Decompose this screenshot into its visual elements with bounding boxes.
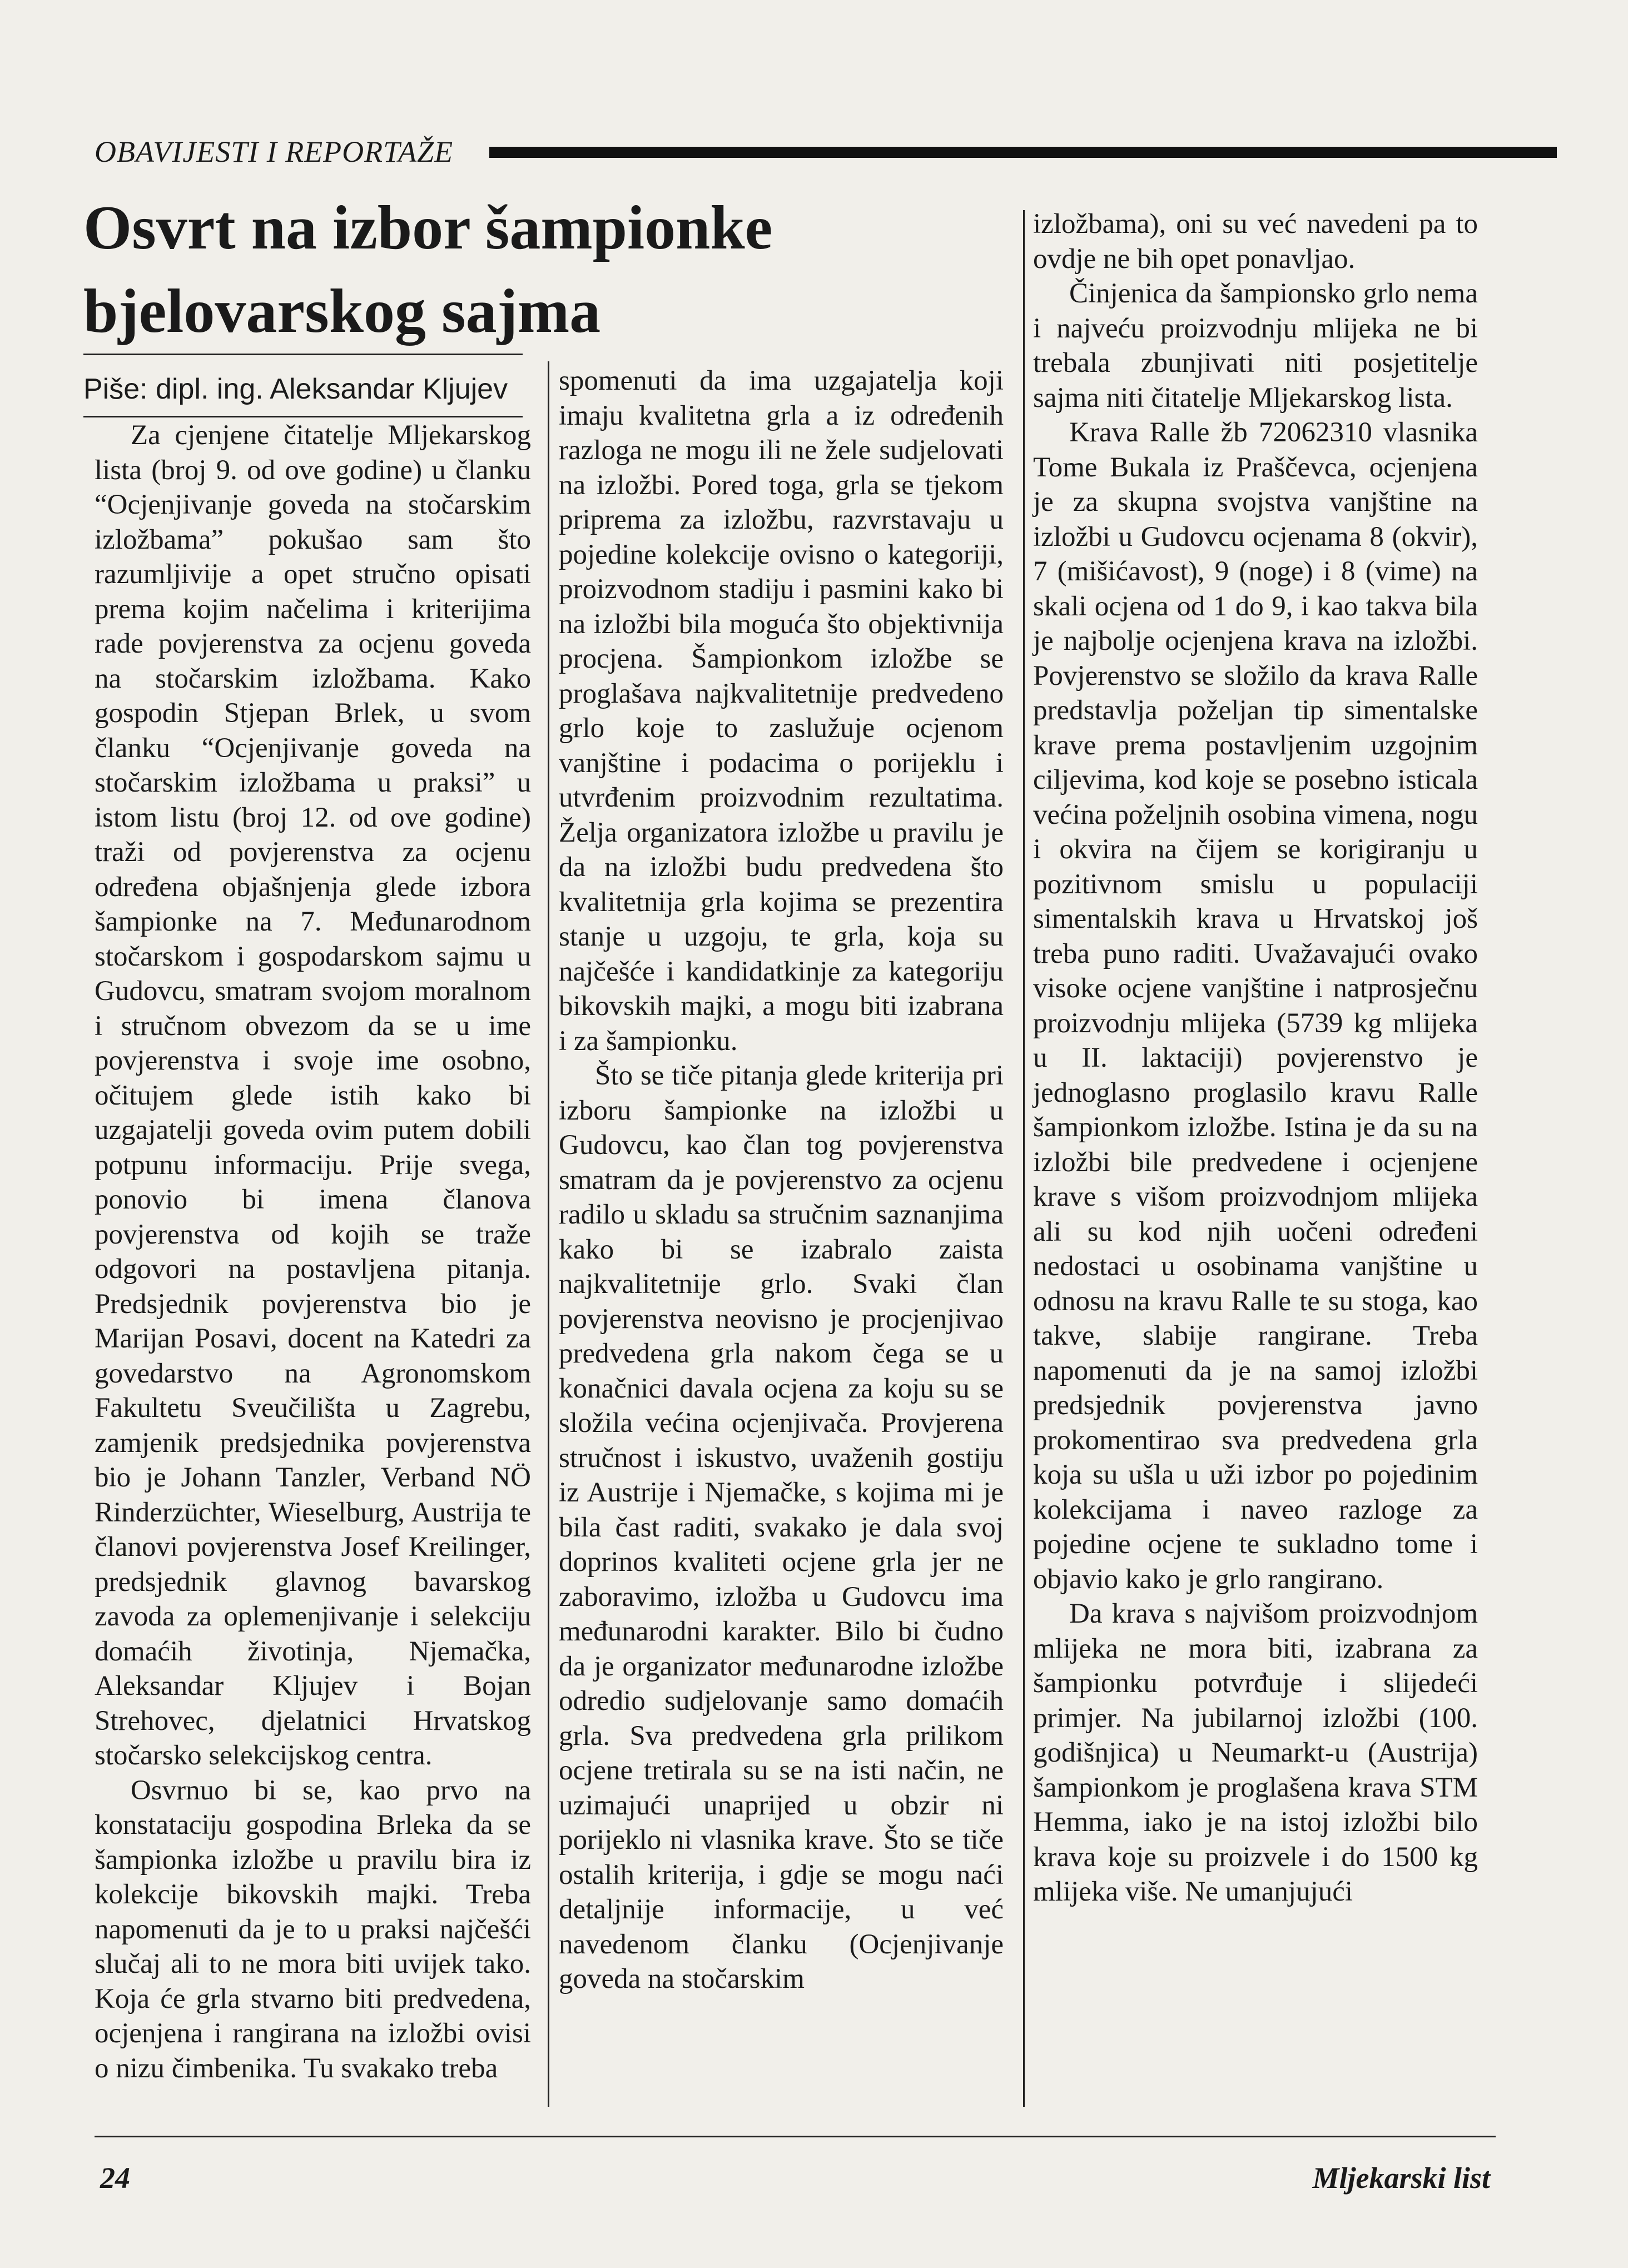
article-column-1 (95, 418, 531, 2086)
article-column-3 (1033, 207, 1478, 1909)
article-paragraph: Krava Ralle žb 72062310 vlasnika Tome Bukala iz Praščevca, ocjenjena je za skupna svojstva vanjštine na izložbi u Gudovcu ocjenama 8 (okvir), 7 (mišićavost), 9 (noge) i 8 (vime) na skali ocjena od 1 do 9, i kao takva bila je najbolje ocjenjena krava na izložbi. Povjerenstvo se složilo da krava Ralle predstavlja poželjan tip simentalske krave prema postavljenim uzgojnim ciljevima, kod koje se posebno isticala većina poželjnih osobina vimena, nogu i okvira na čijem se korigiranju u pozitivnom smislu u populaciji simentalskih krava u Hrvatskoj još treba puno raditi. Uvažavajući ovako visoke ocjene vanjštine i natprosječnu proizvodnju mlijeka (5739 kg mlijeka u II. laktaciji) povjerenstvo je jednoglasno proglasilo kravu Ralle šampionkom izložbe. Istina je da su na izložbi bile predvedene i ocjenjene krave s višom proizvodnjom mlijeka ali su kod njih uočeni određeni nedostaci u osobinama vanjštine u odnosu na kravu Ralle te su stoga, kao takve, slabije rangirane. Treba napomenuti da je na samoj izložbi predsjednik povjerenstva javno prokomentirao sva predvedena grla koja su ušla u uži izbor po pojedinim kolekcijama i naveo razloge za pojedine ocjene te sukladno tome i objavio kako je grlo rangirano. (1033, 417, 1478, 1595)
article-paragraph: Da krava s najvišom proizvodnjom mlijeka ne mora biti, izabrana za šampionku potvrđuje i slijedeći primjer. Na jubilarnoj izložbi (100. godišnjica) u Neumarkt-u (Austrija) šampionkom je proglašena krava STM Hemma, iako je na istoj izložbi bilo krava koje su proizvele i do 1500 kg mlijeka više. Ne umanjujući (1033, 1598, 1478, 1907)
byline: Piše: dipl. ing. Aleksandar Kljujev (83, 373, 508, 405)
article-paragraph: Što se tiče pitanja glede kriterija pri izboru šampionke na izložbi u Gudovcu, kao član tog povjerenstva smatram da je povjerenstvo za ocjenu radilo u skladu sa stručnim saznanjima kako bi se izabralo zaista najkvalitetnije grlo. Svaki član povjerenstva neovisno je procjenjivao predvedena grla nakom čega se u konačnici davala ocjena za koju su se složila većina ocjenjivača. Provjerena stručnost i iskustvo, uvaženih gostiju iz Austrije i Njemačke, s kojima mi je bila čast raditi, svakako je dala svoj doprinos kvaliteti ocjene grla jer ne zaboravimo, izložba u Gudovcu ima međunarodni karakter. Bilo bi čudno da je organizator međunarodne izložbe odredio sudjelovanje samo domaćih grla. Sva predvedena grla prilikom ocjene tretirala su se na isti način, ne uzimajući unaprijed u obzir ni porijeklo ni vlasnika krave. Što se tiče ostalih kriterija, i gdje se mogu naći detaljnije informacije, u već navedenom članku (Ocjenjivanje goveda na stočarskim (559, 1060, 1004, 1995)
article-title-line-2: bjelovarskog sajma (83, 277, 601, 346)
page-footer (100, 2156, 1490, 2200)
header-rule (489, 147, 1557, 158)
footer-rule (95, 2136, 1496, 2137)
byline-bottom-rule (83, 416, 523, 417)
article-paragraph: Za cjenjene čitatelje Mljekarskog lista (broj 9. od ove godine) u članku “Ocjenjivanje goveda na stočarskim izložbama” pokušao sam što razumljivije a opet stručno opisati prema kojim načelima i kriterijima rade povjerenstva za ocjenu goveda na stočarskim izložbama. Kako gospodin Stjepan Brlek, u svom članku “Ocjenjivanje goveda na stočarskim izložbama u praksi” u istom listu (broj 12. od ove godine) traži od povjerenstva za ocjenu određena objašnjenja glede izbora šampionke na 7. Međunarodnom stočarskom i gospodarskom sajmu u Gudovcu, smatram svojom moralnom i stručnom obvezom da se u ime povjerenstva i svoje ime osobno, očitujem glede istih kako bi uzgajatelji goveda ovim putem dobili potpunu informaciju. Prije svega, ponovio bi imena članova povjerenstva od kojih se traže odgovori na postavljena pitanja. Predsjednik povjerenstva bio je Marijan Posavi, docent na Katedri za govedarstvo na Agronomskom Fakultetu Sveučilišta u Zagrebu, zamjenik predsjednika povjerenstva bio je Johann Tanzler, Verband NÖ Rinderzüchter, Wieselburg, Austrija te članovi povjerenstva Josef Kreilinger, predsjednik glavnog bavarskog zavoda za oplemenjivanje i selekciju domaćih životinja, Njemačka, Aleksandar Kljujev i Bojan Strehovec, djelatnici Hrvatskog stočarsko selekcijskog centra. (95, 420, 531, 1771)
article-paragraph: izložbama), oni su već navedeni pa to ovdje ne bih opet ponavljao. (1033, 208, 1478, 275)
column-divider-2 (1023, 210, 1025, 2107)
article-column-2 (559, 364, 1004, 1997)
byline-top-rule (83, 354, 523, 355)
column-divider-1 (548, 361, 549, 2107)
article-paragraph: Osvrnuo bi se, kao prvo na konstataciju gospodina Brleka da se šampionka izložbe u pravilu bira iz kolekcije bikovskih majki. Treba napomenuti da je to u praksi najčešći slučaj ali to ne mora biti uvijek tako. Koja će grla stvarno biti predvedena, ocjenjena i rangirana na izložbi ovisi o nizu čimbenika. Tu svakako treba (95, 1774, 531, 2084)
section-header (95, 132, 1468, 171)
section-label: OBAVIJESTI I REPORTAŽE (95, 135, 454, 168)
article-paragraph: Činjenica da šampionsko grlo nema i najveću proizvodnju mlijeka ne bi trebala zbunjivati niti posjetitelje sajma niti čitatelje Mljekarskog lista. (1033, 278, 1478, 414)
article-title-line-1: Osvrt na izbor šampionke (83, 193, 773, 262)
journal-name: Mljekarski list (1312, 2161, 1490, 2195)
article-title (83, 186, 806, 353)
article-paragraph: spomenuti da ima uzgajatelja koji imaju kvalitetna grla a iz određenih razloga ne mogu ili ne žele sudjelovati na izložbi. Pored toga, grla se tjekom priprema za izložbu, razvrstavaju u pojedine kolekcije ovisno o kategoriji, proizvodnom stadiju i pasmini kako bi na izložbi bila moguća što objektivnija procjena. Šampionkom izložbe se proglašava najkvalitetnije predvedeno grlo koje to zaslužuje ocjenom vanjštine i podacima o porijeklu i utvrđenim proizvodnim rezultatima. Želja organizatora izložbe u pravilu je da na izložbi budu predvedena što kvalitetnija grla kojima se prezentira stanje u uzgoju, te grla, koja su najčešće i kandidatkinje za kategoriju bikovskih majki, a mogu biti izabrana i za šampionku. (559, 365, 1004, 1057)
page-number: 24 (100, 2161, 130, 2195)
